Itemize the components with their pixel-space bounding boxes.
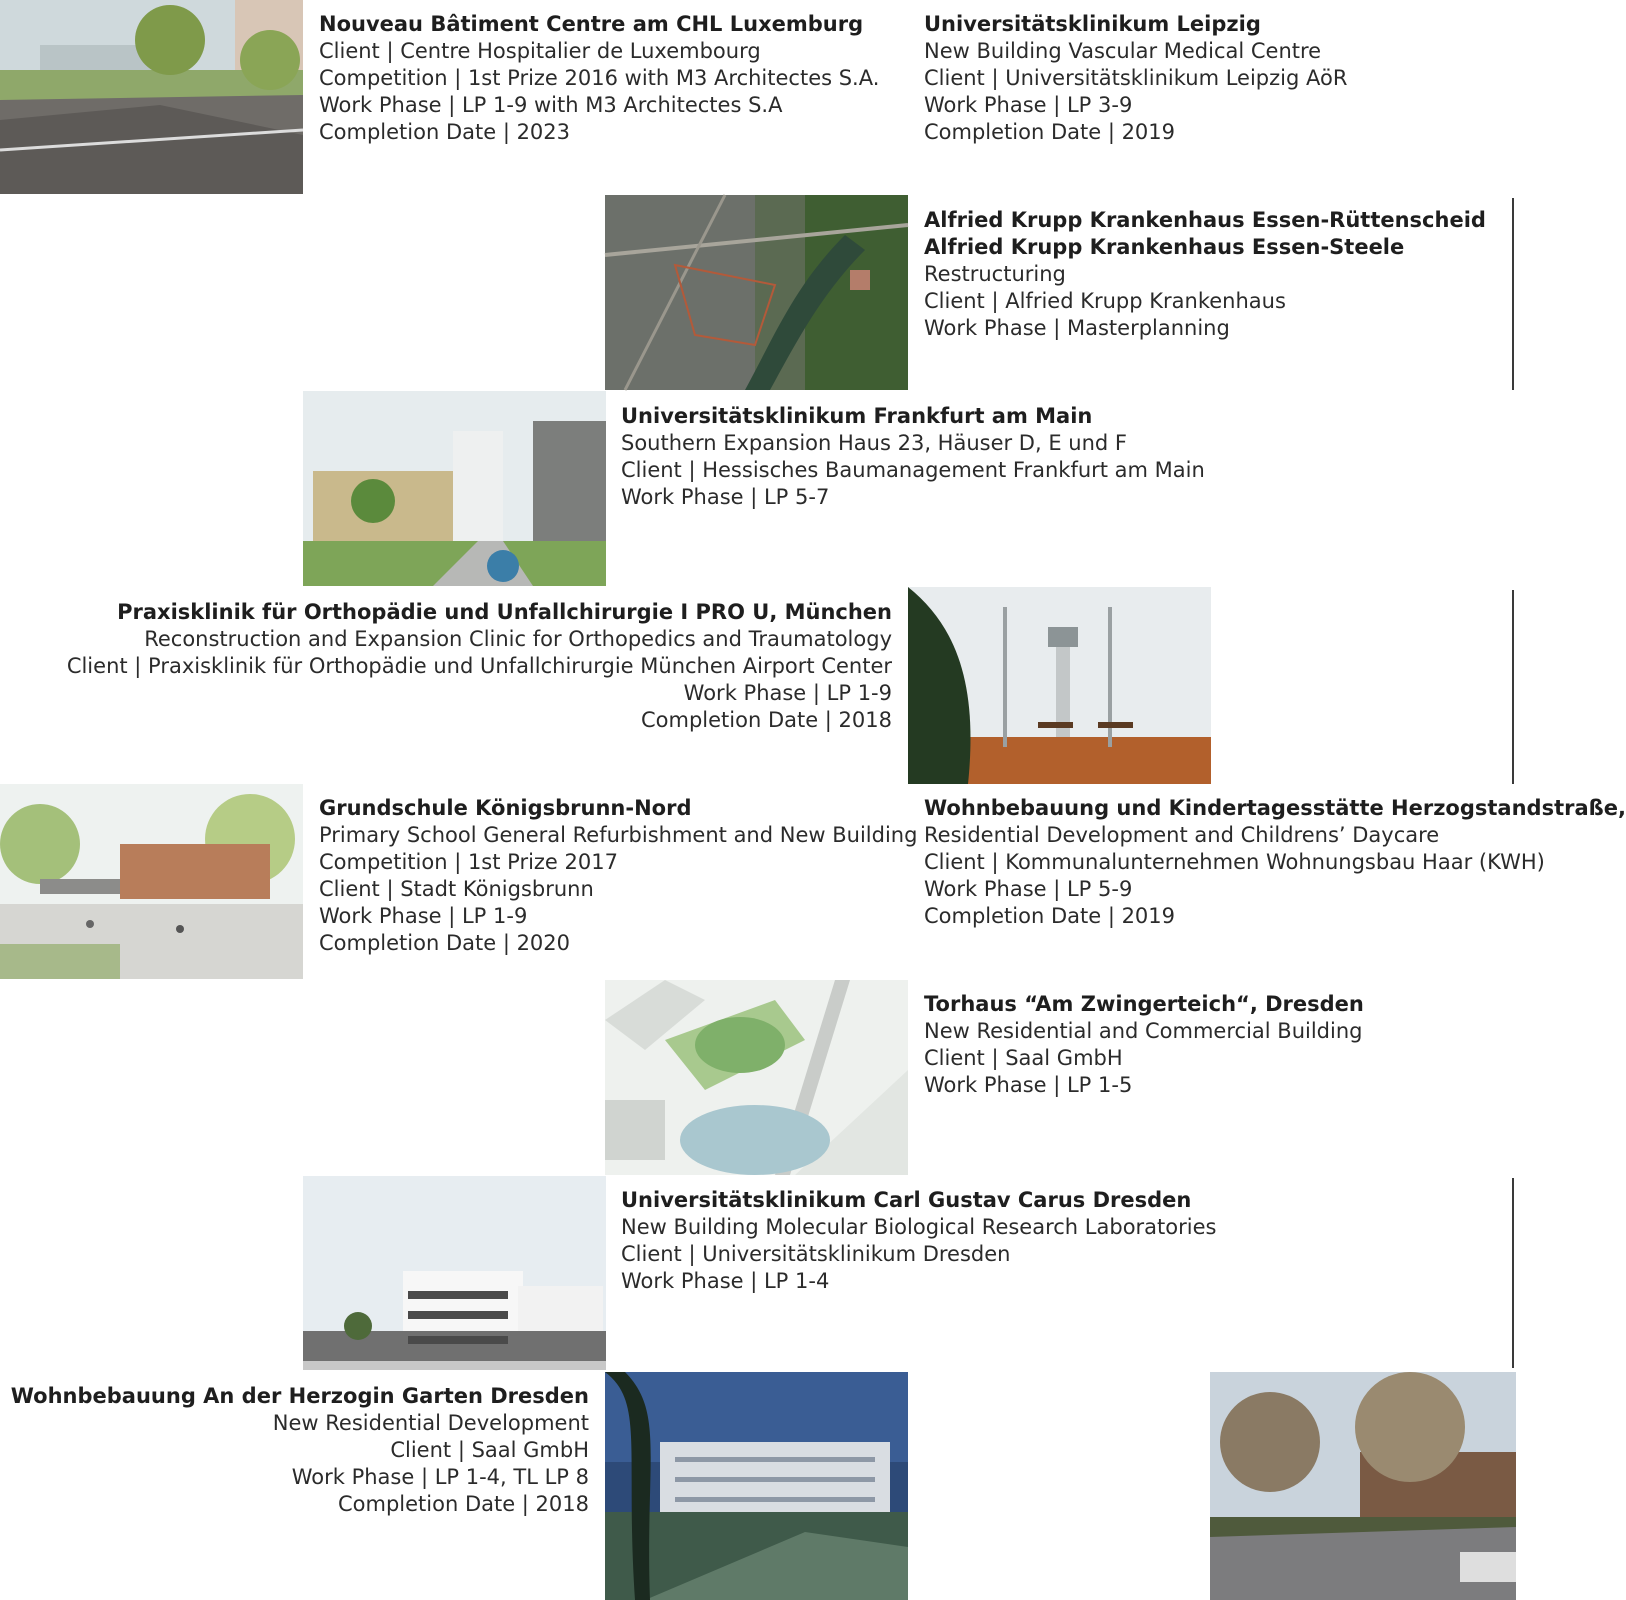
project-detail: Client | Saal GmbH bbox=[924, 1046, 1123, 1070]
project-image-chl-luxemburg bbox=[0, 0, 303, 194]
project-detail: Completion Date | 2019 bbox=[924, 120, 1176, 144]
project-detail: Work Phase | LP 1-9 with M3 Architectes S.A bbox=[319, 93, 783, 117]
project-frankfurt bbox=[621, 403, 1205, 511]
project-koenigsbrunn bbox=[319, 795, 917, 957]
aerial-residential-rendering-icon bbox=[605, 980, 908, 1175]
project-detail: New Residential Development bbox=[272, 1411, 589, 1435]
project-detail: Residential Development and Childrens’ Daycare bbox=[924, 823, 1440, 847]
project-detail: Southern Expansion Haus 23, Häuser D, E und F bbox=[621, 431, 1127, 455]
project-detail: Client | Hessisches Baumanagement Frankfurt am Main bbox=[621, 458, 1205, 482]
clinic-campus-rendering-icon bbox=[303, 391, 606, 586]
project-detail: New Building Molecular Biological Research Laboratories bbox=[621, 1215, 1217, 1239]
project-pro-u-muenchen bbox=[67, 599, 892, 734]
white-lab-building-rendering-icon bbox=[303, 1176, 606, 1370]
project-detail: Work Phase | LP 3-9 bbox=[924, 93, 1133, 117]
project-detail: Client | Universitätsklinikum Dresden bbox=[621, 1242, 1011, 1266]
project-herzogstandstrasse bbox=[924, 795, 1626, 930]
project-detail: Completion Date | 2018 bbox=[337, 1492, 589, 1516]
aerial-map-photo-icon bbox=[605, 195, 908, 390]
project-detail: Competition | 1st Prize 2017 bbox=[319, 850, 618, 874]
project-title: Wohnbebauung und Kindertagesstätte Herzogstandstraße, bbox=[924, 796, 1626, 820]
project-detail: Work Phase | LP 1-5 bbox=[924, 1073, 1133, 1097]
project-title: Grundschule Königsbrunn-Nord bbox=[319, 796, 692, 820]
project-title: Torhaus “Am Zwingerteich“, Dresden bbox=[924, 992, 1364, 1016]
project-image-pro-u-muenchen bbox=[908, 587, 1211, 784]
project-detail: Primary School General Refurbishment and New Building bbox=[319, 823, 918, 847]
residential-night-rendering-icon bbox=[605, 1372, 908, 1600]
cropped-image-edge bbox=[1512, 1178, 1514, 1368]
project-image-frankfurt bbox=[303, 391, 606, 586]
project-detail: Work Phase | Masterplanning bbox=[924, 316, 1230, 340]
project-title: Universitätsklinikum Carl Gustav Carus Dresden bbox=[621, 1188, 1192, 1212]
project-leipzig bbox=[924, 11, 1347, 146]
project-detail: Completion Date | 2020 bbox=[319, 931, 571, 955]
project-detail: Client | Alfried Krupp Krankenhaus bbox=[924, 289, 1286, 313]
project-title: Wohnbebauung An der Herzogin Garten Dresden bbox=[10, 1384, 589, 1408]
project-detail: Client | Praxisklinik für Orthopädie und Unfallchirurgie München Airport Center bbox=[66, 654, 892, 678]
street-trees-photo-icon bbox=[1210, 1372, 1516, 1600]
project-detail: Work Phase | LP 5-7 bbox=[621, 485, 830, 509]
project-carus-dresden bbox=[621, 1187, 1216, 1295]
project-torhaus-dresden bbox=[924, 991, 1364, 1099]
project-image-carus-dresden bbox=[303, 1176, 606, 1370]
project-detail: Work Phase | LP 1-9 bbox=[319, 904, 528, 928]
project-image-koenigsbrunn bbox=[0, 784, 303, 979]
project-title-2: Alfried Krupp Krankenhaus Essen-Steele bbox=[924, 235, 1405, 259]
project-title: Nouveau Bâtiment Centre am CHL Luxemburg bbox=[319, 12, 864, 36]
project-image-torhaus-dresden bbox=[605, 980, 908, 1175]
project-detail: Competition | 1st Prize 2016 with M3 Architectes S.A. bbox=[319, 66, 880, 90]
project-detail: Reconstruction and Expansion Clinic for Orthopedics and Traumatology bbox=[144, 627, 892, 651]
street-hospital-photo-icon bbox=[0, 0, 303, 194]
project-krupp-essen bbox=[924, 207, 1486, 342]
school-rendering-icon bbox=[0, 784, 303, 979]
project-detail: New Building Vascular Medical Centre bbox=[924, 39, 1322, 63]
project-detail: Work Phase | LP 1-4 bbox=[621, 1269, 830, 1293]
project-detail: Completion Date | 2019 bbox=[924, 904, 1176, 928]
project-detail: Client | Stadt Königsbrunn bbox=[319, 877, 594, 901]
project-detail: Client | Universitätsklinikum Leipzig AöR bbox=[924, 66, 1348, 90]
project-detail: Work Phase | LP 5-9 bbox=[924, 877, 1133, 901]
project-chl-luxemburg bbox=[319, 11, 879, 146]
cropped-image-edge bbox=[1512, 590, 1514, 784]
project-image-street-trees bbox=[1210, 1372, 1516, 1600]
project-title: Alfried Krupp Krankenhaus Essen-Rüttenscheid bbox=[924, 208, 1486, 232]
airport-tower-window-photo-icon bbox=[908, 587, 1211, 784]
project-detail: Client | Saal GmbH bbox=[390, 1438, 589, 1462]
project-detail: Client | Kommunalunternehmen Wohnungsbau Haar (KWH) bbox=[924, 850, 1545, 874]
project-herzogin-garten bbox=[11, 1383, 589, 1518]
project-image-herzogin-garten bbox=[605, 1372, 908, 1600]
project-title: Universitätsklinikum Frankfurt am Main bbox=[621, 404, 1093, 428]
project-image-krupp-essen bbox=[605, 195, 908, 390]
project-detail: Work Phase | LP 1-9 bbox=[683, 681, 892, 705]
project-title: Universitätsklinikum Leipzig bbox=[924, 12, 1261, 36]
cropped-image-edge bbox=[1512, 198, 1514, 390]
project-detail: Restructuring bbox=[924, 262, 1066, 286]
project-detail: New Residential and Commercial Building bbox=[924, 1019, 1363, 1043]
project-detail: Work Phase | LP 1-4, TL LP 8 bbox=[291, 1465, 589, 1489]
project-detail: Client | Centre Hospitalier de Luxembourg bbox=[319, 39, 761, 63]
project-title: Praxisklinik für Orthopädie und Unfallchirurgie I PRO U, München bbox=[117, 600, 892, 624]
project-detail: Completion Date | 2018 bbox=[640, 708, 892, 732]
project-detail: Completion Date | 2023 bbox=[319, 120, 571, 144]
